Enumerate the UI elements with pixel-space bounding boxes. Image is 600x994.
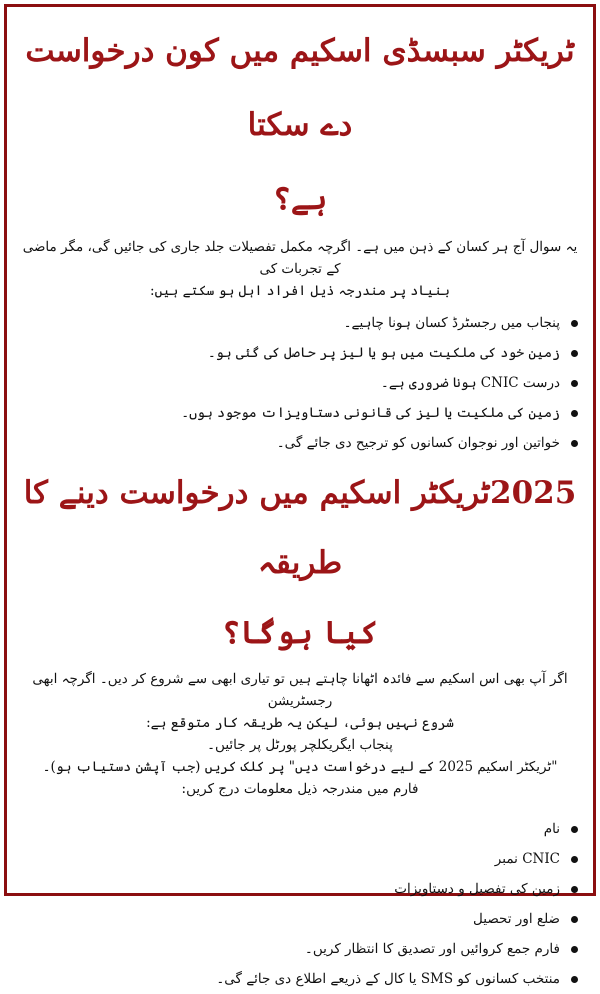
form-fields-list: [10, 814, 590, 994]
eligibility-intro-line2: بنیاد پر مندرجہ ذیل افراد اہل ہو سکتے ہیں:: [150, 283, 450, 299]
list-item: زمین خود کی ملکیت میں ہو یا لیز پر حاصل کی گئی ہو۔: [10, 338, 560, 368]
application-method-heading: [10, 458, 590, 668]
step-item: فارم میں مندرجہ ذیل معلومات درج کریں:: [181, 781, 419, 797]
list-item: فارم جمع کروائیں اور تصدیق کا انتظار کریں۔: [10, 934, 560, 964]
article-content: [10, 10, 590, 987]
application-intro-line1: اگر آپ بھی اس اسکیم سے فائدہ اٹھانا چاہتے ہیں تو تیاری ابھی سے شروع کر دیں۔ اگرچہ ابھی رجسٹریشن: [32, 671, 568, 709]
application-steps: [16, 668, 584, 800]
list-item: منتخب کسانوں کو SMS یا کال کے ذریعے اطلاع دی جائے گی۔: [10, 964, 560, 994]
eligibility-intro: [16, 236, 584, 302]
eligibility-list: [10, 308, 590, 458]
list-item: نام: [10, 814, 560, 844]
list-item: درست CNIC ہونا ضروری ہے۔: [10, 368, 560, 398]
eligibility-heading-line1: ٹریکٹر سبسڈی اسکیم میں کون درخواست دے سکتا: [25, 33, 575, 143]
step-item: پنجاب ایگریکلچر پورٹل پر جائیں۔: [207, 737, 393, 753]
step-item: "ٹریکٹر اسکیم 2025 کے لیے درخواست دیں" پر کلک کریں (جب آپشن دستیاب ہو)۔: [42, 759, 558, 775]
application-heading-line1: 2025ٹریکٹر اسکیم میں درخواست دینے کا طریقہ: [23, 475, 577, 581]
eligibility-heading: [10, 14, 590, 236]
list-item: ضلع اور تحصیل: [10, 904, 560, 934]
list-item: خواتین اور نوجوان کسانوں کو ترجیح دی جائے گی۔: [10, 428, 560, 458]
eligibility-intro-line1: یہ سوال آج ہر کسان کے ذہن میں ہے۔ اگرچہ مکمل تفصیلات جلد جاری کی جائیں گی، مگر ماضی کے تجربات کی: [22, 239, 578, 277]
application-intro-line2: شروع نہیں ہوئی، لیکن یہ طریقہ کار متوقع ہے:: [146, 715, 454, 731]
eligibility-heading-line2: ہے؟: [272, 181, 328, 217]
list-item: CNIC نمبر: [10, 844, 560, 874]
list-item: زمین کی تفصیل و دستاویزات: [10, 874, 560, 904]
list-item: پنجاب میں رجسٹرڈ کسان ہونا چاہیے۔: [10, 308, 560, 338]
list-item: زمین کی ملکیت یا لیز کی قانونی دستاویزات موجود ہوں۔: [10, 398, 560, 428]
application-heading-line2: کیا ہوگا؟: [221, 615, 379, 651]
